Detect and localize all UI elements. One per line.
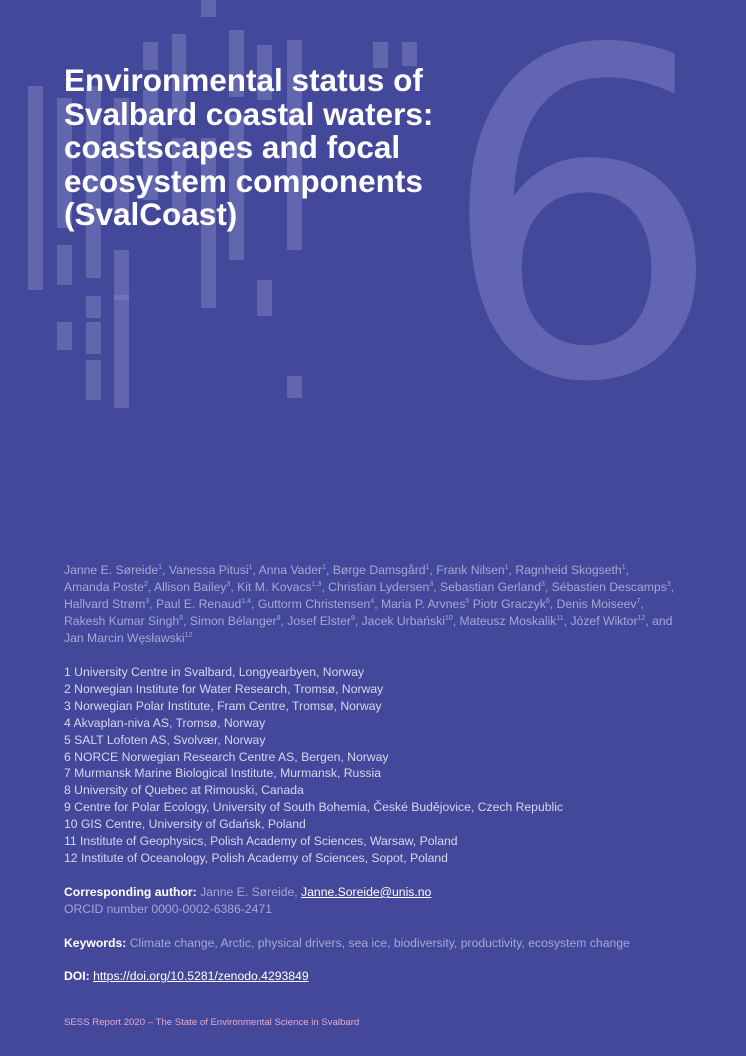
author-item [570, 614, 672, 628]
author-name: Ragnheid Skogseth [515, 563, 622, 577]
author-affiliation-number: 1 [248, 563, 253, 571]
author-item [259, 563, 330, 577]
author-name: Piotr Graczyk [472, 597, 546, 611]
corresponding-author-email-link[interactable]: Janne.Soreide@unis.no [301, 885, 432, 899]
author-affiliation-number: 1 [621, 563, 626, 571]
keywords-label: Keywords: [64, 936, 127, 950]
author-name: Frank Nilsen [436, 563, 505, 577]
author-name: Paul E. Renaud [155, 597, 242, 611]
author-item [190, 614, 284, 628]
affiliation-item: 2 Norwegian Institute for Water Research, Tromsø, Norway [64, 681, 384, 696]
author-separator: , [252, 563, 256, 577]
author-separator: , [452, 614, 457, 628]
author-item [237, 580, 325, 594]
author-affiliation-number: 3 [666, 580, 671, 588]
author-item [362, 614, 457, 628]
affiliation-item: 1 University Centre in Svalbard, Longyearbyen, Norway [64, 665, 365, 679]
author-name: Kit M. Kovacs [237, 580, 312, 594]
affiliation-item: 8 University of Quebec at Rimouski, Canada [64, 783, 304, 798]
author-item [154, 580, 234, 594]
author-item [436, 563, 512, 577]
author-item [557, 597, 644, 611]
author-affiliation-number: 1 [504, 563, 509, 571]
author-separator: , [625, 563, 630, 577]
author-name: Sebastian Gerland [440, 580, 541, 594]
affiliation-item: 5 SALT Lofoten AS, Svolvær, Norway [64, 732, 266, 747]
author-name: Jan Marcin Węsławski [64, 631, 185, 645]
doi-block [64, 968, 309, 985]
author-affiliation-number: 1 [322, 563, 326, 571]
author-affiliation-number: 8 [276, 614, 281, 622]
author-name: Hallvard Strøm [64, 597, 146, 611]
affiliation-item: 4 Akvaplan-niva AS, Tromsø, Norway [64, 715, 266, 730]
author-name: Anna Vader [258, 563, 323, 577]
author-separator: , [251, 597, 255, 611]
author-name: Guttorm Christensen [257, 597, 371, 611]
author-separator: , [321, 580, 325, 594]
author-name: Vanessa Pitusi [168, 563, 249, 577]
author-affiliation-number: 1 [158, 563, 163, 571]
author-item [64, 597, 153, 611]
author-affiliation-number: 3 [226, 580, 231, 588]
author-item [473, 597, 553, 611]
author-separator: , [149, 597, 153, 611]
author-item [64, 580, 151, 594]
author-affiliation-number: 9 [350, 614, 355, 622]
author-affiliation-number: 11 [556, 614, 564, 622]
author-separator: , and [645, 614, 673, 628]
author-item [287, 614, 358, 628]
author-separator: , [549, 597, 554, 611]
author-name: Jacek Urbański [361, 614, 445, 628]
author-name: Amanda Poste [64, 580, 144, 594]
author-name: Maria P. Arvnes [380, 597, 466, 611]
author-name: Janne E. Søreide [64, 563, 159, 577]
author-separator: , [563, 614, 568, 628]
author-separator: , [429, 563, 433, 577]
author-item [64, 631, 192, 645]
author-name: Josef Elster [287, 614, 351, 628]
author-item [333, 563, 433, 577]
author-affiliation-number: 10 [444, 614, 453, 622]
author-separator: , [374, 597, 378, 611]
author-affiliation-number: 6 [545, 597, 550, 605]
doi-label: DOI: [64, 969, 90, 983]
author-affiliation-number: 4 [370, 597, 375, 605]
affiliation-item: 9 Centre for Polar Ecology, University of South Bohemia, České Budějovice, Czech Republic [64, 800, 564, 815]
author-item [169, 563, 256, 577]
author-item [156, 597, 255, 611]
affiliation-item: 11 Institute of Geophysics, Polish Academy of Sciences, Warsaw, Poland [64, 834, 458, 849]
author-separator: , [670, 580, 675, 594]
author-affiliation-number: 1,3 [311, 580, 322, 588]
affiliation-item: 7 Murmansk Marine Biological Institute, Murmansk, Russia [64, 766, 381, 781]
author-separator: , [162, 563, 166, 577]
page-title: Environmental status of Svalbard coastal waters: coastscapes and focal ecosystem components (SvalCoast) [64, 62, 434, 232]
author-separator: , [433, 580, 437, 594]
author-name: Sébastien Descamps [551, 580, 667, 594]
author-name: Rakesh Kumar Singh [64, 614, 180, 628]
author-separator: , [230, 580, 234, 594]
author-item [258, 597, 378, 611]
author-separator: , [354, 614, 359, 628]
author-affiliation-number: 3 [429, 580, 434, 588]
author-item [64, 563, 165, 577]
author-affiliation-number: 7 [636, 597, 641, 605]
affiliation-list [64, 664, 704, 867]
author-name: Allison Bailey [153, 580, 227, 594]
report-footer: SESS Report 2020 – The State of Environmental Science in Svalbard [64, 1017, 360, 1028]
author-item [552, 580, 674, 594]
author-affiliation-number: 5 [465, 597, 470, 605]
chapter-number: 6 [438, 0, 725, 481]
affiliation-item: 12 Institute of Oceanology, Polish Academy of Sciences, Sopot, Poland [64, 850, 448, 865]
author-affiliation-number: 2 [143, 580, 148, 588]
author-affiliation-number: 1,4 [241, 597, 252, 605]
corresponding-author-name: Janne E. Søreide, [200, 885, 298, 899]
affiliation-item: 6 NORCE Norwegian Research Centre AS, Bergen, Norway [64, 749, 389, 764]
author-separator: , [280, 614, 284, 628]
author-item [440, 580, 548, 594]
corresponding-author-label: Corresponding author: [64, 885, 197, 899]
orcid-number: ORCID number 0000-0002-6386-2471 [64, 902, 272, 916]
author-item [381, 597, 469, 611]
author-separator: , [508, 563, 512, 577]
author-separator: , [325, 563, 330, 577]
author-separator: , [183, 614, 187, 628]
author-name: Christian Lydersen [328, 580, 430, 594]
author-affiliation-number: 3 [145, 597, 150, 605]
author-affiliation-number: 12 [184, 631, 193, 639]
author-item [328, 580, 436, 594]
author-affiliation-number: 3 [540, 580, 545, 588]
author-name: Mateusz Moskalik [459, 614, 557, 628]
author-separator: , [640, 597, 644, 611]
keywords-block [64, 935, 724, 952]
keywords-text: Climate change, Arctic, physical drivers, sea ice, biodiversity, productivity, ecosystem change [129, 936, 630, 950]
author-affiliation-number: 1 [425, 563, 430, 571]
author-separator: , [544, 580, 549, 594]
affiliation-item: 10 GIS Centre, University of Gdańsk, Poland [64, 817, 306, 832]
author-name: Józef Wiktor [570, 614, 638, 628]
author-item [515, 563, 629, 577]
author-name: Denis Moiseev [556, 597, 637, 611]
author-item [460, 614, 568, 628]
author-list [64, 562, 694, 647]
author-name: Børge Damsgård [332, 563, 426, 577]
author-item [64, 614, 186, 628]
doi-link[interactable]: https://doi.org/10.5281/zenodo.4293849 [93, 969, 309, 983]
corresponding-author-block [64, 884, 704, 918]
author-affiliation-number: 12 [637, 614, 646, 622]
author-separator: , [147, 580, 152, 594]
author-affiliation-number: 8 [179, 614, 184, 622]
affiliation-item: 3 Norwegian Polar Institute, Fram Centre, Tromsø, Norway [64, 698, 382, 713]
author-name: Simon Bélanger [189, 614, 277, 628]
